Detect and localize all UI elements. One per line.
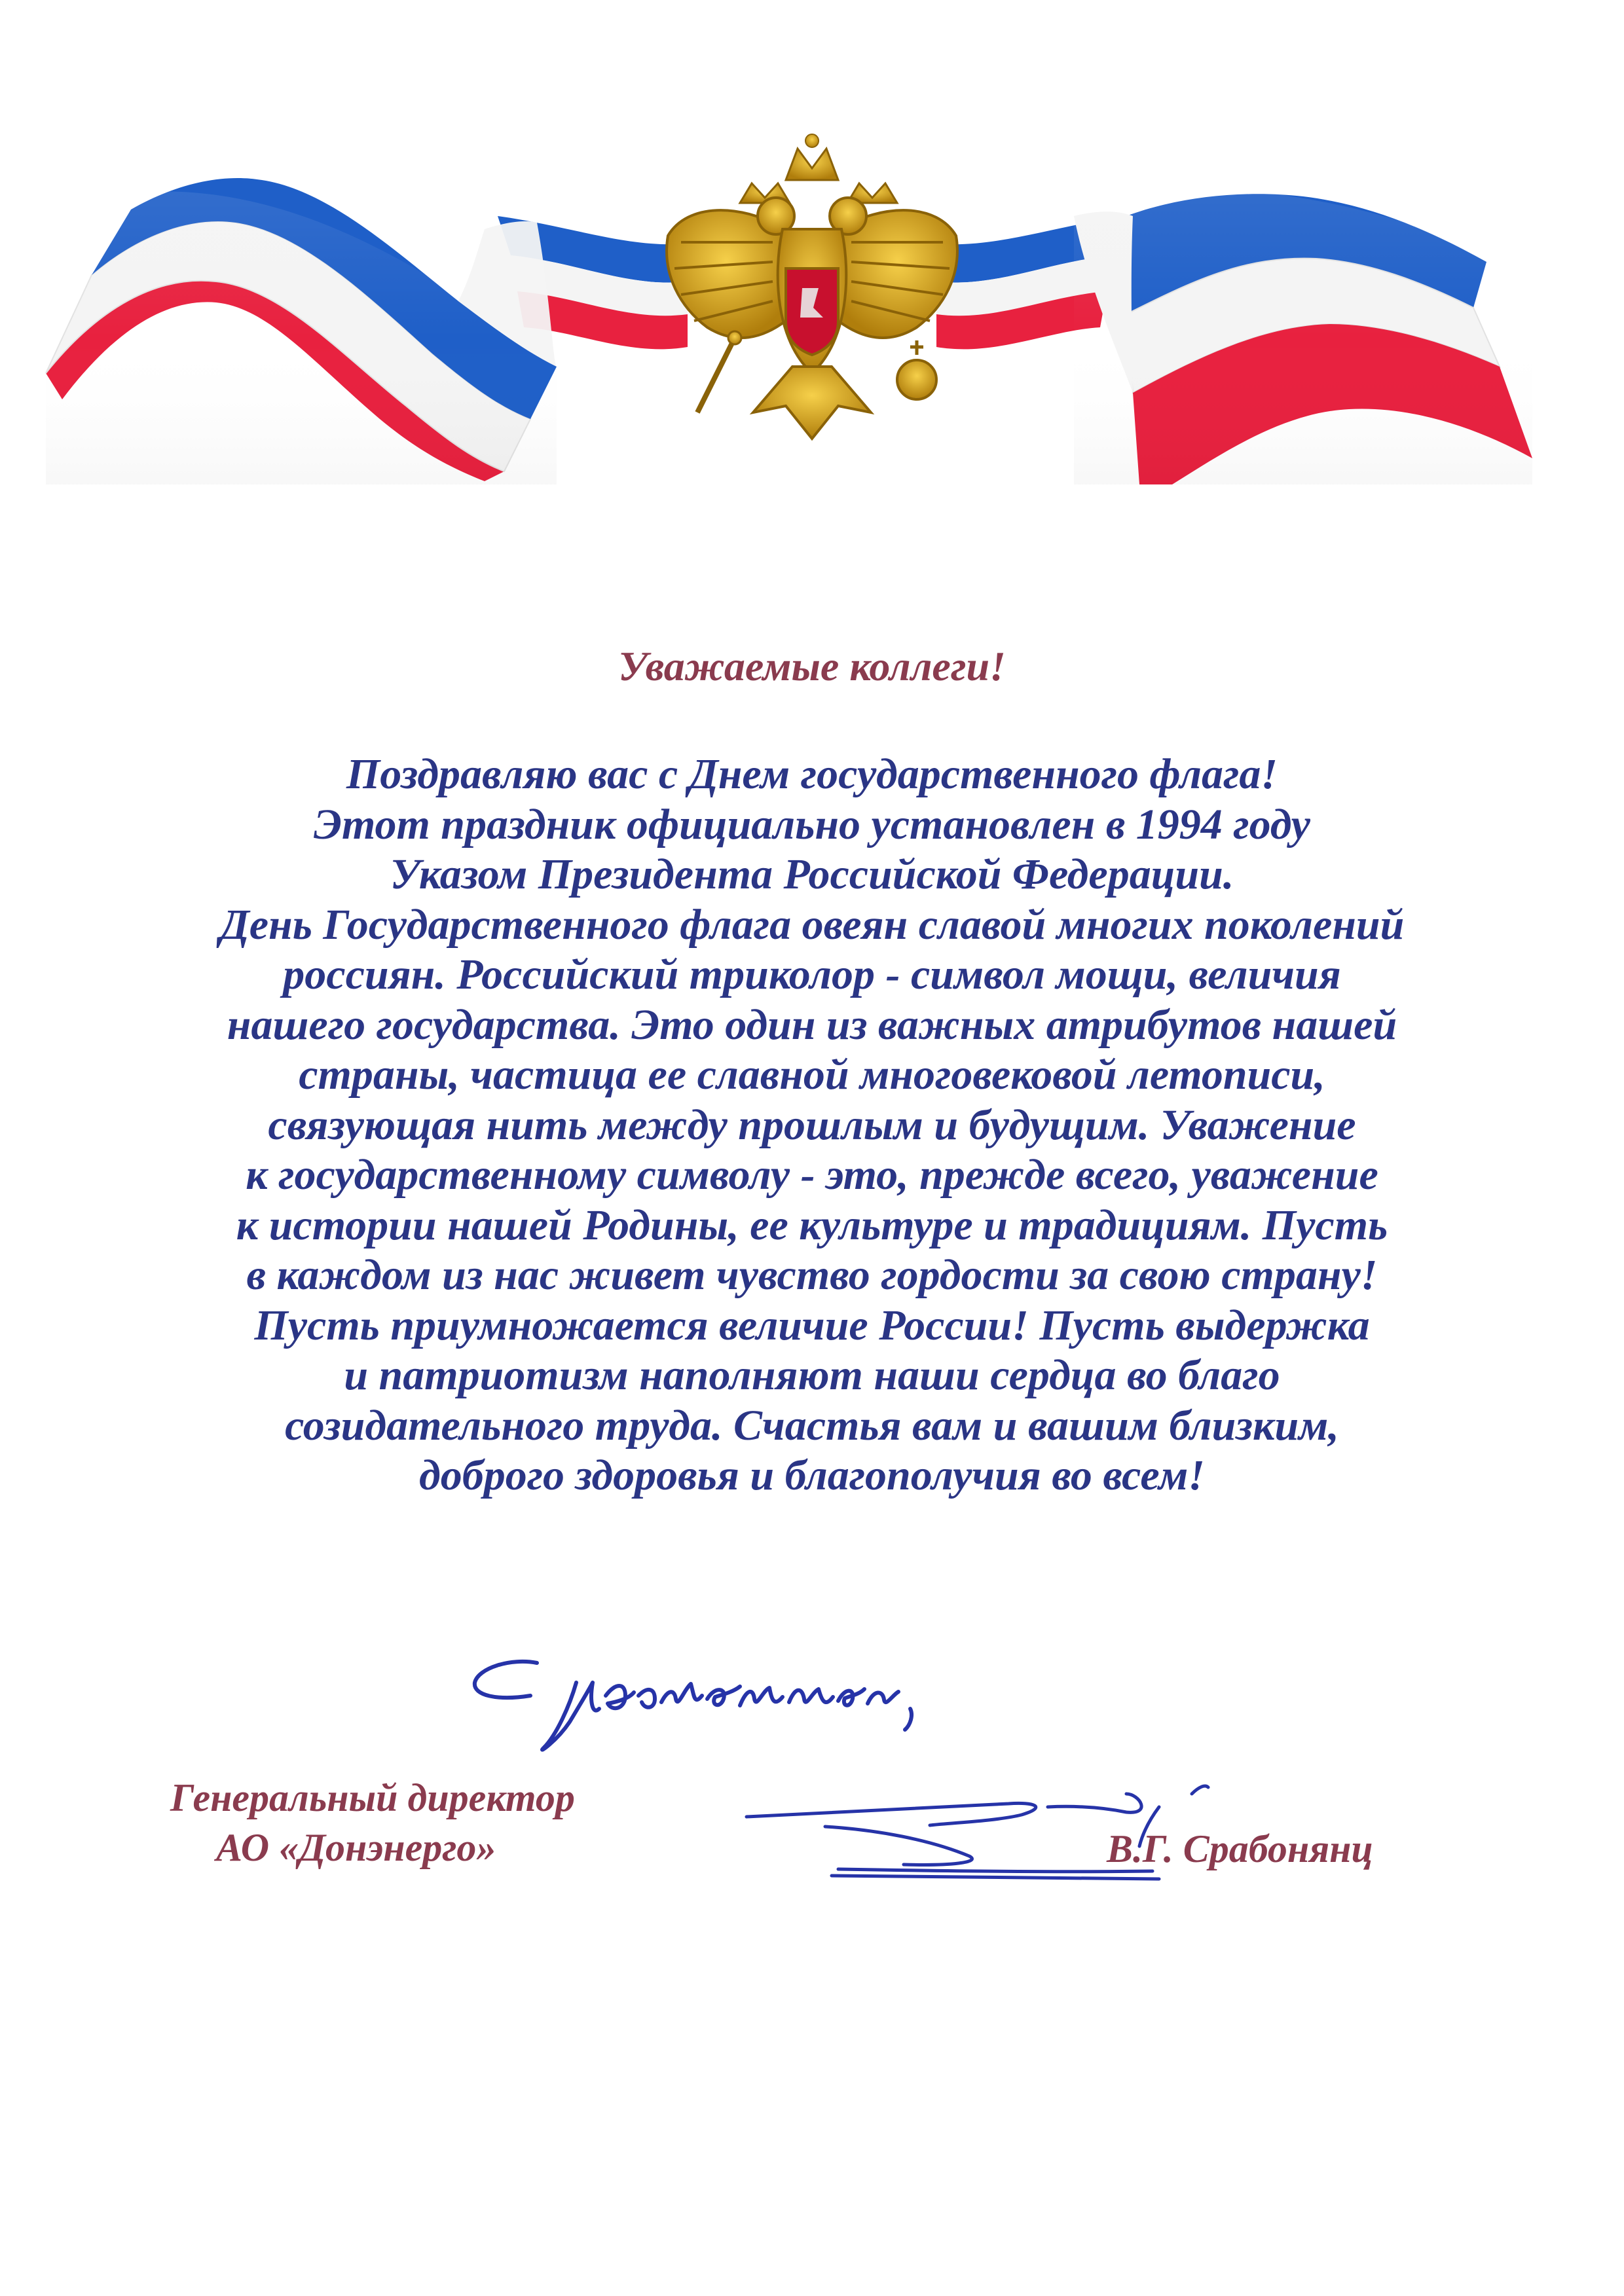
ribbon-left-icon <box>46 178 688 484</box>
signer-company: АО «Донэнерго» <box>216 1826 496 1869</box>
message-line: доброго здоровья и благополучия во всем! <box>419 1451 1205 1499</box>
message-line: Поздравляю вас с Днем государственного флага! <box>346 750 1278 798</box>
ribbon-right-icon <box>936 188 1532 484</box>
message-line: нашего государства. Это один из важных атрибутов нашей <box>227 1000 1397 1049</box>
signer-name: В.Г. Срабонянц <box>1107 1827 1373 1870</box>
message-line: в каждом из нас живет чувство гордости за свою страну! <box>246 1251 1378 1299</box>
signer-block <box>170 1773 747 1872</box>
signer-position: Генеральный директор <box>170 1776 575 1819</box>
message-line: Указом Президента Российской Федерации. <box>390 850 1234 898</box>
handwritten-closing <box>458 1643 1087 1774</box>
message-line: связующая нить между прошлым и будущим. Уважение <box>268 1101 1356 1149</box>
message-line: и патриотизм наполняют наши сердца во благо <box>344 1351 1280 1399</box>
header-decoration <box>0 0 1624 498</box>
message-body <box>79 750 1545 1501</box>
message-line: россиян. Российский триколор - символ мощи, величия <box>283 951 1341 998</box>
message-line: к истории нашей Родины, ее культуре и традициям. Пусть <box>236 1201 1388 1249</box>
message-line: Этот праздник официально установлен в 1994 году <box>314 800 1310 848</box>
coat-of-arms-icon <box>667 134 957 439</box>
greeting-heading: Уважаемые коллеги! <box>618 643 1006 689</box>
message-line: к государственному символу - это, прежде всего, уважение <box>246 1151 1378 1199</box>
message-line: страны, частица ее славной многовековой летописи, <box>299 1051 1325 1099</box>
message-line: Пусть приумножается величие России! Пусть выдержка <box>254 1301 1370 1349</box>
message-line: День Государственного флага овеян славой многих поколений <box>219 900 1405 949</box>
message-line: созидательного труда. Счастья вам и вашим близким, <box>285 1401 1339 1449</box>
